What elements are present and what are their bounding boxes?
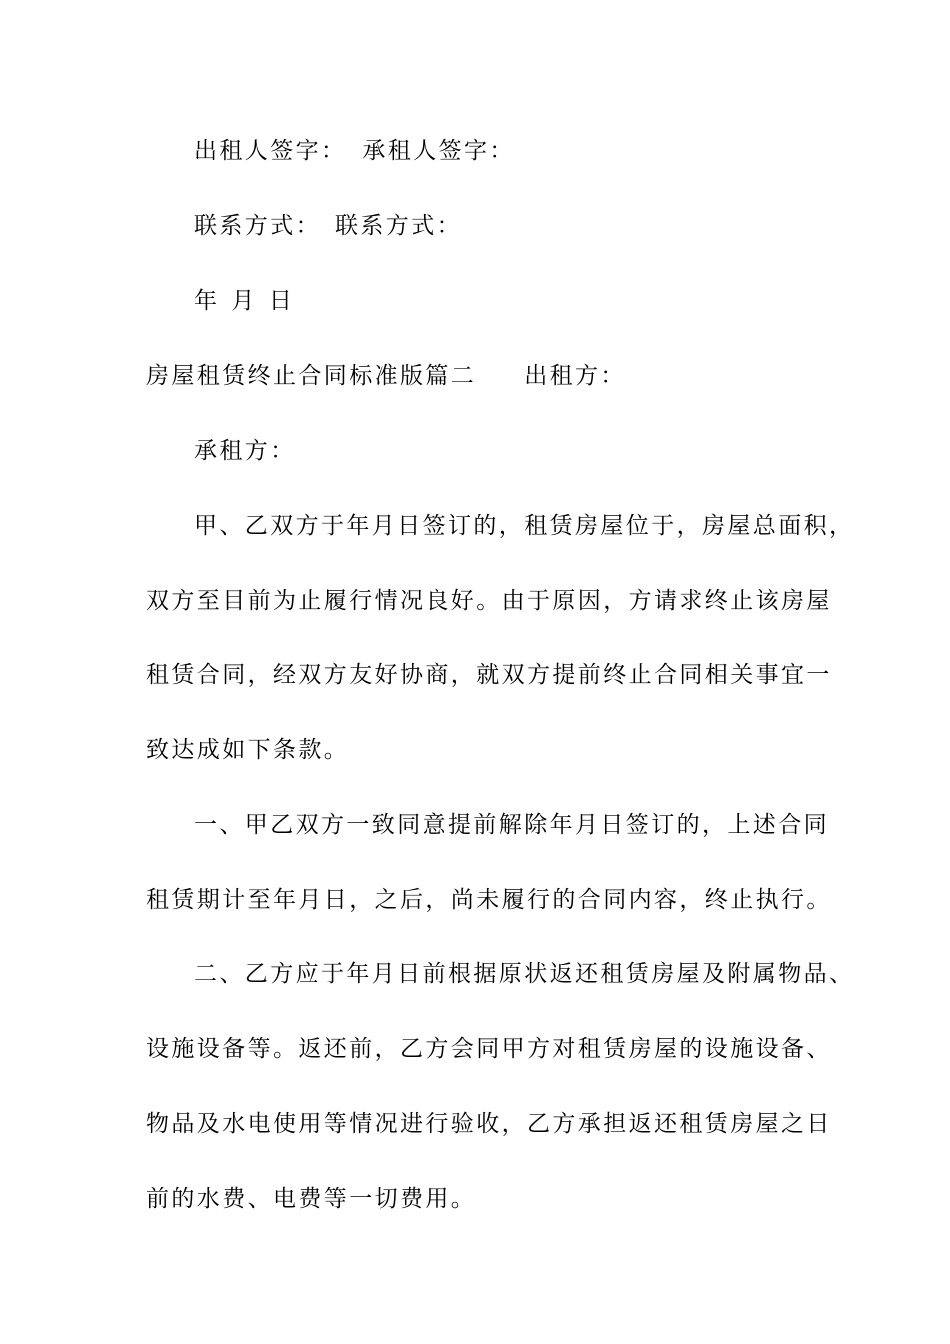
section-heading-line xyxy=(146,361,626,391)
paragraph-line: 租赁合同，经双方友好协商，就双方提前终止合同相关事宜一 xyxy=(146,662,832,688)
paragraph-line: 甲、乙双方于年月日签订的，租赁房屋位于，房屋总面积， xyxy=(194,513,855,539)
section-heading: 房屋租赁终止合同标准版篇二 xyxy=(146,363,477,389)
clause-two-line: 二、乙方应于年月日前根据原状返还租赁房屋及附属物品、 xyxy=(194,961,855,987)
paragraph-line: 双方至目前为止履行情况良好。由于原因，方请求终止该房屋 xyxy=(146,588,832,614)
clause-two-line: 设施设备等。返还前，乙方会同甲方对租赁房屋的设施设备、 xyxy=(146,1036,832,1062)
paragraph-line: 致达成如下条款。 xyxy=(146,737,350,763)
lessor-party-label: 出租方： xyxy=(524,363,626,389)
lessee-signature-label: 承租人签字： xyxy=(362,138,515,164)
clause-two-line: 物品及水电使用等情况进行验收，乙方承担返还租赁房屋之日 xyxy=(146,1111,832,1137)
lessee-contact-label: 联系方式： xyxy=(335,213,462,239)
lessee-party-label: 承租方： xyxy=(194,438,296,464)
lessor-contact-label: 联系方式： xyxy=(194,213,321,239)
date-day: 日 xyxy=(268,288,295,314)
signature-line xyxy=(194,136,515,166)
contact-line xyxy=(194,211,462,241)
clause-two-line: 前的水费、电费等一切费用。 xyxy=(146,1186,477,1212)
date-line xyxy=(194,286,294,316)
date-month: 月 xyxy=(231,288,257,314)
lessee-party-line xyxy=(194,436,296,466)
clause-one-line: 租赁期计至年月日，之后，尚未履行的合同内容，终止执行。 xyxy=(146,887,832,913)
date-year: 年 xyxy=(194,288,220,314)
clause-one-line: 一、甲乙双方一致同意提前解除年月日签订的，上述合同 xyxy=(194,812,829,838)
lessor-signature-label: 出租人签字： xyxy=(194,138,347,164)
